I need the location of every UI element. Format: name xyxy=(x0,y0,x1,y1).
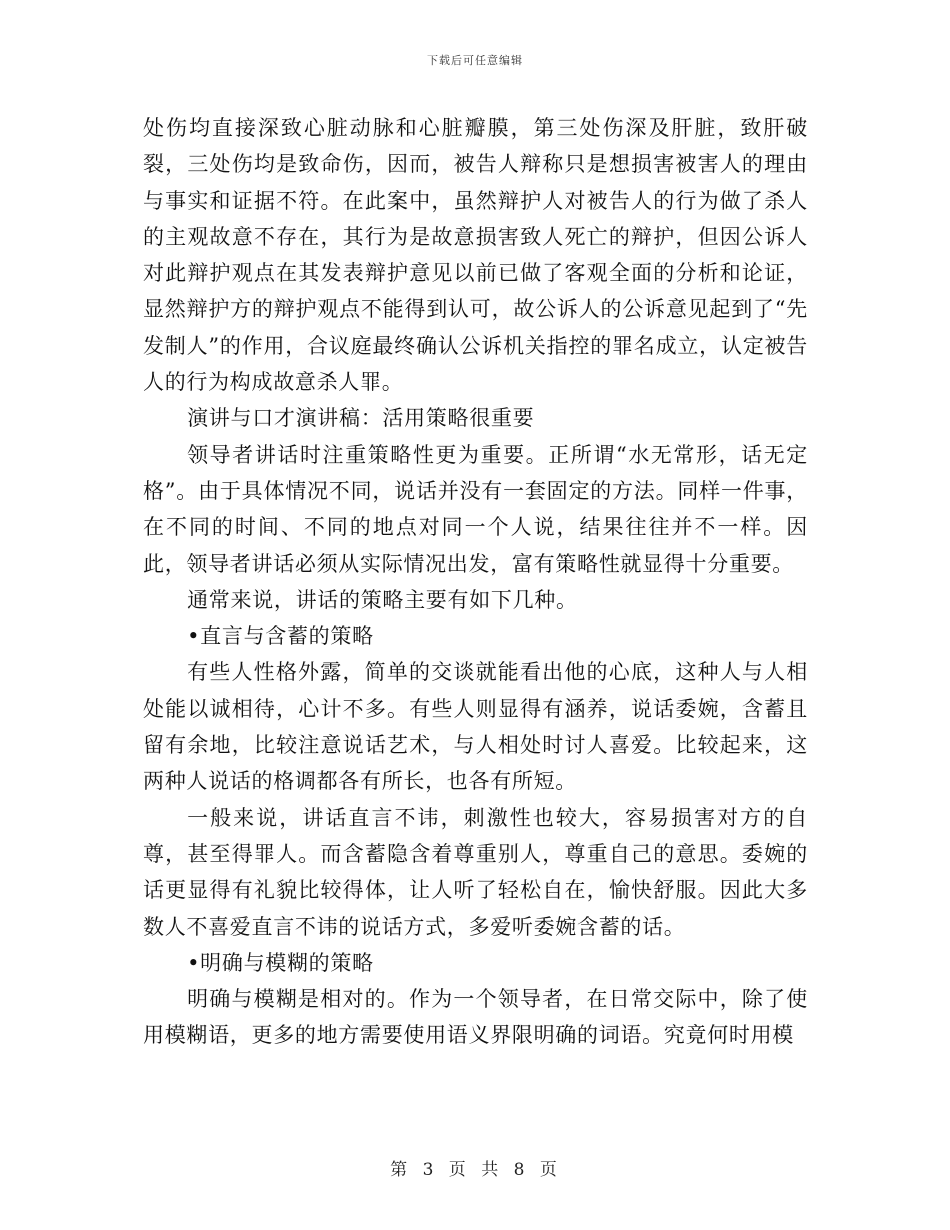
paragraph-continuation: 处伤均直接深致心脏动脉和心脏瓣膜，第三处伤深及肝脏，致肝破裂，三处伤均是致命伤，因而，被告人辩称只是想损害被害人的理由与事实和证据不符。在此案中，虽然辩护人对被告人的行为做了杀人的主观故意不存在，其行为是故意损害致人死亡的辩护，但因公诉人对此辩护观点在其发表辩护意见以前已做了客观全面的分析和论证，显然辩护方的辩护观点不能得到认可，故公诉人的公诉意见起到了“先发制人”的作用，合议庭最终确认公诉机关指控的罪名成立，认定被告人的行为构成故意杀人罪。 xyxy=(143,116,808,395)
body-text xyxy=(143,110,808,1054)
bullet-heading: •直言与含蓄的策略 xyxy=(187,624,374,649)
section-heading: 演讲与口才演讲稿：活用策略很重要 xyxy=(187,406,535,431)
page-number: 第 3 页 共 8 页 xyxy=(390,1160,560,1180)
paragraph: 明确与模糊是相对的。作为一个领导者，在日常交际中，除了使用模糊语，更多的地方需要使用语义界限明确的词语。究竟何时用模 xyxy=(143,987,808,1048)
bullet-heading: •明确与模糊的策略 xyxy=(187,950,374,975)
page-header: 下载后可任意编辑 xyxy=(427,54,523,67)
paragraph: 有些人性格外露，简单的交谈就能看出他的心底，这种人与人相处能以诚相待，心计不多。有些人则显得有涵养，说话委婉，含蓄且留有余地，比较注意说话艺术，与人相处时讨人喜爱。比较起来，这两种人说话的格调都各有所长，也各有所短。 xyxy=(143,660,808,794)
paragraph: 通常来说，讲话的策略主要有如下几种。 xyxy=(187,587,578,612)
paragraph: 一般来说，讲话直言不讳，刺激性也较大，容易损害对方的自尊，甚至得罪人。而含蓄隐含着尊重别人，尊重自己的意思。委婉的话更显得有礼貌比较得体，让人听了轻松自在，愉快舒服。因此大多数人不喜爱直言不讳的说话方式，多爱听委婉含蓄的话。 xyxy=(143,805,808,939)
paragraph: 领导者讲话时注重策略性更为重要。正所谓“水无常形，话无定格”。由于具体情况不同，说话并没有一套固定的方法。同样一件事，在不同的时间、不同的地点对同一个人说，结果往往并不一样。因此，领导者讲话必须从实际情况出发，富有策略性就显得十分重要。 xyxy=(143,442,808,576)
